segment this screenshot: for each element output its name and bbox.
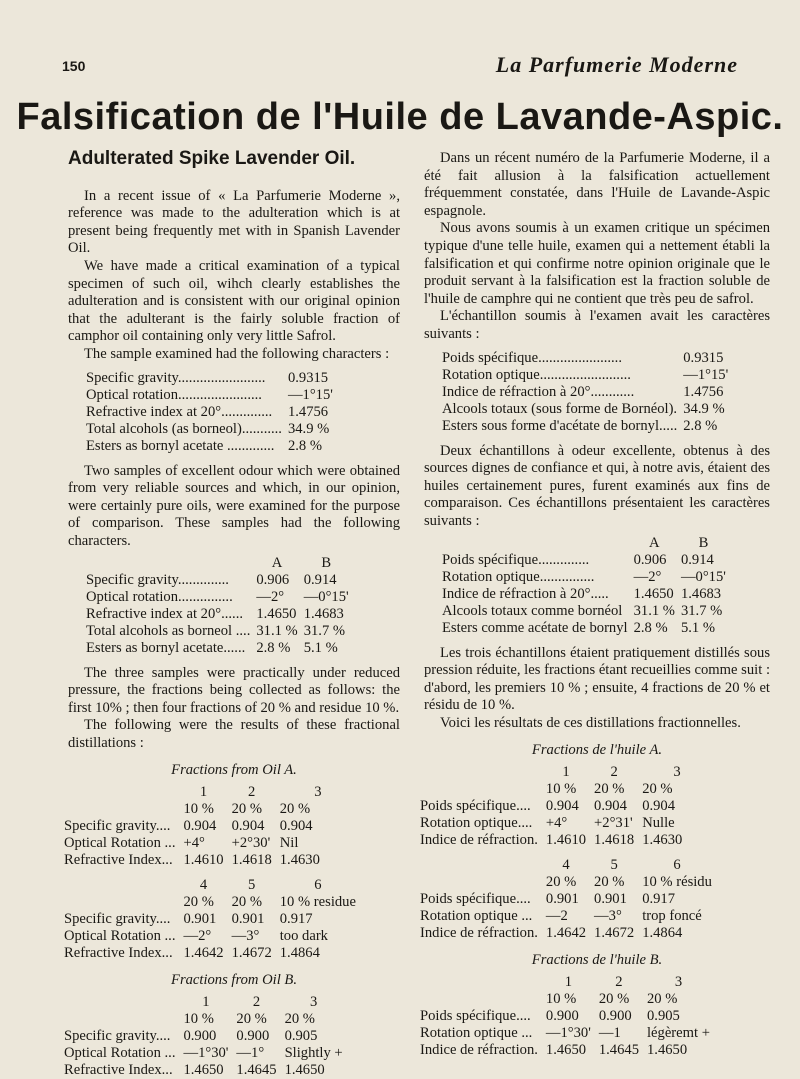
table-cell: 0.904 [183, 818, 217, 835]
table-cell: Poids spécifique.... [420, 891, 531, 908]
table-cell: —1° [236, 1044, 265, 1061]
table-cell: Specific gravity.... [64, 911, 171, 928]
column-header: 3 [674, 973, 683, 990]
english-column [64, 148, 400, 1079]
table-cell: 0.901 [231, 911, 265, 928]
table-cell: 0.901 [545, 891, 579, 908]
column-header: 2 [248, 784, 256, 801]
table-cell: 1.4610 [545, 832, 587, 849]
column-header: 1 [202, 993, 210, 1010]
table-cell: Esters as bornyl acetate...... [86, 639, 246, 656]
sample-characters-table [442, 350, 728, 435]
table-cell: 0.905 [647, 1007, 680, 1024]
table-cell: 34.9 % [683, 400, 725, 417]
table-cell: Nulle [642, 815, 675, 832]
paragraph: The following were the results of these fractional distillations : [68, 717, 400, 751]
table-cell: 5.1 % [303, 639, 338, 656]
fractions-b-title: Fractions from Oil B. [171, 972, 297, 989]
table-cell: Indice de réfraction. [420, 832, 538, 849]
paragraph: Les trois échantillons étaient pratiquement distillés sous pression réduite, les fractions étant recueillies comme suit : d'abord, les premiers 10 % ; ensuite, 4 fractions de 20 % et résidu de 10 %. [424, 644, 770, 714]
table-cell: 1.4683 [680, 585, 722, 602]
table-cell: 31.1 % [633, 602, 675, 619]
fractions-b-table [420, 974, 718, 1059]
table-cell: —2° [183, 928, 212, 945]
sample-characters-table [86, 370, 333, 455]
table-cell: —3° [231, 928, 260, 945]
table-row [420, 991, 718, 1008]
table-row [64, 945, 364, 962]
paragraph: Dans un récent numéro de la Parfumerie Moderne, il a été fait allusion à la falsification actuellement fréquemment constatée, dans l'Huile de Lavande-Aspic espagnole. [424, 150, 770, 219]
table-cell: Specific gravity.... [64, 818, 171, 835]
paragraph: Voici les résultats de ces distillations fractionnelles. [440, 714, 741, 731]
table-row [86, 421, 333, 438]
table-cell: 20 % [183, 894, 214, 911]
table-cell: Alcools totaux comme bornéol [442, 602, 623, 619]
table-cell: 2.8 % [633, 619, 668, 636]
table-cell: 1.4618 [231, 852, 272, 869]
fractions-a-title: Fractions from Oil A. [171, 762, 297, 779]
table-cell: Optical Rotation ... [64, 928, 176, 945]
table-cell: Refractive Index... [64, 852, 173, 869]
table-row [420, 781, 720, 798]
table-cell: 20 % [642, 781, 673, 798]
journal-title: La Parfumerie Moderne [495, 52, 738, 77]
table-cell: —2° [256, 588, 285, 605]
table-row [86, 438, 333, 455]
table-row [442, 418, 728, 435]
table-row [442, 603, 732, 620]
table-cell: Specific gravity.... [64, 1027, 171, 1044]
table-row [420, 874, 720, 891]
table-row [64, 877, 364, 894]
table-cell: 1.4672 [231, 945, 272, 962]
table-cell: 20 % [594, 874, 625, 891]
table-cell: Rotation optique ... [420, 908, 533, 925]
table-cell: —2° [633, 568, 662, 585]
table-cell: Specific gravity.............. [86, 571, 229, 588]
table-cell: 0.900 [545, 1007, 579, 1024]
table-cell: 1.4756 [287, 403, 329, 420]
table-row [86, 572, 355, 589]
table-cell [64, 994, 183, 1011]
table-row [64, 1062, 351, 1079]
table-cell [64, 869, 183, 877]
table-cell: Refractive index at 20°...... [86, 605, 243, 622]
table-cell [86, 555, 256, 572]
fractions-b-title: Fractions de l'huile B. [531, 952, 663, 969]
table-cell: —3° [594, 908, 622, 925]
table-row [442, 350, 728, 367]
table-cell: +4° [545, 815, 568, 832]
table-cell: —0°15' [680, 568, 726, 585]
table-cell: 31.7 % [303, 622, 346, 639]
table-cell: 1.4650 [183, 1061, 224, 1078]
table-row [86, 606, 355, 623]
table-cell [420, 974, 546, 991]
table-cell: 20 % [594, 781, 625, 798]
table-row [64, 869, 364, 877]
column-header: 1 [562, 764, 570, 781]
table-row [64, 835, 364, 852]
table-cell: —1°30' [545, 1024, 591, 1041]
table-row [420, 974, 718, 991]
table-cell: 0.904 [545, 798, 579, 815]
table-cell: 1.4645 [598, 1041, 639, 1058]
table-cell: 0.900 [236, 1027, 270, 1044]
table-cell: Poids spécifique.... [420, 798, 531, 815]
table-row [420, 1042, 718, 1059]
table-cell: 1.4650 [545, 1041, 587, 1058]
fractions-a-title: Fractions de l'huile A. [531, 742, 663, 759]
table-cell: 0.9315 [287, 369, 329, 386]
table-cell: 0.904 [642, 798, 676, 815]
table-cell: 1.4650 [633, 585, 674, 602]
table-cell: —1 [598, 1024, 621, 1041]
table-row [86, 404, 333, 421]
table-header [86, 555, 355, 572]
table-cell: Refractive Index... [64, 945, 173, 962]
table-cell: 0.917 [279, 911, 313, 928]
table-cell: légèremt + [647, 1024, 710, 1041]
table-cell: 1.4864 [642, 925, 683, 942]
table-cell: 1.4756 [683, 383, 724, 400]
paragraph: In a recent issue of « La Parfumerie Moderne », reference was made to the adulteration which is at present being frequently met with in Spanish Lavender Oil. [68, 187, 400, 257]
table-cell: 10 % [183, 801, 214, 818]
table-cell: 2.8 % [287, 437, 323, 454]
table-row [64, 1028, 351, 1045]
table-cell: Indice de réfraction à 20°..... [442, 585, 609, 602]
paragraph: The sample examined had the following characters : [84, 345, 390, 362]
table-cell: 0.906 [256, 571, 290, 588]
column-header: 4 [199, 877, 208, 894]
table-row [442, 586, 732, 603]
column-header: 3 [314, 784, 322, 801]
table-cell [64, 801, 183, 818]
column-header: 2 [252, 993, 261, 1010]
comparison-table [86, 555, 355, 657]
table-row [64, 994, 351, 1011]
table-cell: 10 % [545, 781, 577, 798]
table-cell: 0.900 [183, 1027, 217, 1044]
table-cell: 1.4630 [279, 852, 320, 869]
table-row [420, 832, 720, 849]
table-cell: —1°30' [183, 1044, 229, 1061]
table-cell: —1°15' [683, 366, 729, 383]
table-cell [64, 877, 183, 894]
table-row [86, 370, 333, 387]
table-row [86, 640, 355, 657]
paragraph: The three samples were practically under reduced pressure, the fractions being collected as follows: the first 10% ; then four fractions of 20 % and residue 10 %. [68, 664, 400, 716]
table-cell [64, 1011, 183, 1028]
table-row [64, 1011, 351, 1028]
table-row [86, 589, 355, 606]
table-cell: Esters comme acétate de bornyl [442, 619, 628, 636]
table-cell: Esters sous forme d'acétate de bornyl..... [442, 417, 678, 434]
table-row [420, 925, 720, 942]
article-title: Falsification de l'Huile de Lavande-Aspic. [16, 96, 784, 138]
table-cell [420, 991, 546, 1008]
column-header: 2 [615, 973, 623, 990]
table-cell [420, 849, 546, 857]
table-cell: 10 % residue [279, 894, 356, 911]
table-cell: Esters as bornyl acetate ............. [86, 437, 275, 454]
table-cell: Poids spécifique.............. [442, 551, 590, 568]
table-cell: Optical Rotation ... [64, 835, 176, 852]
table-row [64, 801, 364, 818]
table-cell: Slightly + [284, 1044, 343, 1061]
table-cell: 1.4864 [279, 945, 320, 962]
table-cell [420, 764, 546, 781]
comparison-table [442, 535, 732, 637]
column-header: 4 [562, 857, 570, 874]
table-cell: Indice de réfraction. [420, 1041, 538, 1058]
table-row [420, 764, 720, 781]
table-cell: Rotation optique......................... [442, 366, 631, 383]
fractions-b-table [64, 994, 351, 1079]
table-row [420, 1008, 718, 1025]
table-cell: —0°15' [303, 588, 349, 605]
fractions-a-table [420, 764, 720, 942]
column-header: 2 [610, 764, 618, 781]
table-cell: Total alcohols as borneol .... [86, 622, 251, 639]
table-cell: trop foncé [642, 908, 702, 925]
paragraph: L'échantillon soumis à l'examen avait les caractères suivants : [424, 308, 770, 342]
page-number: 150 [62, 58, 86, 74]
english-subtitle: Adulterated Spike Lavender Oil. [68, 148, 356, 169]
table-row [64, 784, 364, 801]
paragraph: We have made a critical examination of a typical specimen of such oil, wihch clearly establishes the adulteration and is consistent with our original opinion that the adulterant is the fairly soluble fraction of camphor oil containing only very little Safrol. [68, 257, 400, 345]
column-header: 1 [564, 973, 573, 990]
table-cell: 2.8 % [683, 417, 718, 434]
table-row [442, 367, 728, 384]
table-cell: 1.4650 [284, 1061, 325, 1078]
table-cell [420, 781, 546, 798]
table-row [442, 569, 732, 586]
table-cell: Rotation optique............... [442, 568, 595, 585]
table-cell: 20 % [279, 801, 311, 818]
table-cell: 0.905 [284, 1027, 318, 1044]
table-cell: 0.901 [183, 911, 217, 928]
table-cell: Refractive index at 20°.............. [86, 403, 273, 420]
table-cell: too dark [279, 928, 328, 945]
column-header: 6 [673, 857, 681, 874]
table-cell: Nil [279, 835, 299, 852]
table-row [420, 798, 720, 815]
table-cell: 1.4610 [183, 852, 224, 869]
table-cell: 0.904 [231, 818, 265, 835]
table-cell [420, 874, 546, 891]
table-cell: 0.901 [594, 891, 627, 908]
column-header: A [649, 534, 660, 551]
table-row [442, 384, 728, 401]
column-header: 3 [309, 993, 318, 1010]
table-row [86, 623, 355, 640]
table-cell: 5.1 % [680, 619, 716, 636]
column-header: 3 [673, 764, 681, 781]
table-cell: 10 % résidu [642, 874, 712, 891]
table-cell: 10 % [183, 1010, 214, 1027]
table-cell: —1°15' [287, 386, 333, 403]
table-row [442, 401, 728, 418]
table-cell: 10 % [545, 990, 577, 1007]
table-cell: Specific gravity........................ [86, 369, 266, 386]
table-cell: 0.914 [303, 571, 337, 588]
table-cell: 20 % [284, 1010, 315, 1027]
table-row [420, 891, 720, 908]
table-cell: Indice de réfraction à 20°............ [442, 383, 635, 400]
table-cell: 1.4618 [594, 832, 635, 849]
table-cell: Poids spécifique....................... [442, 349, 622, 366]
table-cell: 20 % [545, 874, 577, 891]
table-cell: 0.9315 [683, 349, 724, 366]
table-cell: 20 % [598, 990, 630, 1007]
table-cell: 20 % [647, 990, 678, 1007]
paragraph: Two samples of excellent odour which were obtained from very reliable sources and which, in our opinion, were certainly pure oils, were examined for the purpose of comparison. These samples had the following characters. [68, 462, 400, 549]
column-header: 1 [199, 784, 208, 801]
table-row [64, 911, 364, 928]
table-cell: 1.4650 [256, 605, 297, 622]
paragraph: Nous avons soumis à un examen critique un spécimen typique d'une telle huile, examen qui a nettement établi la falsification et qui confirme notre opinion originale que le produit servant à la falsification est la fraction soluble de l'huile de camphre qui ne contient que très peu de safrol. [424, 220, 770, 307]
table-cell: Optical rotation....................... [86, 386, 262, 403]
table-cell: Optical rotation............... [86, 588, 233, 605]
table-cell: 0.906 [633, 551, 667, 568]
table-cell: 1.4642 [183, 945, 224, 962]
table-cell: Total alcohols (as borneol)........... [86, 420, 282, 437]
table-cell: 20 % [236, 1010, 267, 1027]
table-cell: 31.1 % [256, 622, 298, 639]
table-cell: 20 % [231, 894, 263, 911]
paragraph: Deux échantillons à odeur excellente, obtenus à des sources dignes de confiance et qui, à notre avis, étaient des huiles certainement pures, furent examinés aux fins de comparaison. Ces échantillons présentaient les caractères suivants : [424, 442, 770, 529]
table-cell: 0.904 [279, 818, 313, 835]
table-cell: 1.4672 [594, 925, 635, 942]
table-cell: 1.4630 [642, 832, 683, 849]
table-row [64, 818, 364, 835]
table-row [420, 908, 720, 925]
table-row [442, 620, 732, 637]
table-cell [420, 857, 546, 874]
column-header: B [321, 554, 332, 571]
table-cell: +4° [183, 835, 205, 852]
french-column [420, 150, 770, 1059]
column-header: 5 [610, 857, 618, 874]
table-row [64, 1045, 351, 1062]
table-cell: Optical Rotation ... [64, 1044, 176, 1061]
table-row [420, 857, 720, 874]
table-cell: 1.4645 [236, 1061, 277, 1078]
table-cell: 0.914 [680, 551, 714, 568]
column-header: B [698, 534, 709, 551]
table-cell: 20 % [231, 801, 263, 818]
table-cell: Indice de réfraction. [420, 925, 538, 942]
table-row [64, 894, 364, 911]
table-cell: Refractive Index... [64, 1061, 173, 1078]
table-cell: Alcools totaux (sous forme de Bornéol). [442, 400, 678, 417]
column-header: A [271, 554, 283, 571]
table-cell: 0.900 [598, 1007, 632, 1024]
table-cell [64, 894, 183, 911]
table-cell [64, 784, 183, 801]
table-cell: Poids spécifique.... [420, 1007, 531, 1024]
table-cell: +2°31' [594, 815, 633, 832]
table-cell: 1.4683 [303, 605, 344, 622]
table-row [64, 928, 364, 945]
fractions-a-table [64, 784, 364, 962]
table-row [86, 387, 333, 404]
column-header: 6 [314, 877, 322, 894]
column-header: 5 [248, 877, 256, 894]
table-cell [442, 535, 634, 552]
table-cell: Rotation optique.... [420, 815, 533, 832]
table-row [420, 815, 720, 832]
table-row [420, 1025, 718, 1042]
table-row [442, 552, 732, 569]
table-cell: 31.7 % [680, 602, 723, 619]
table-cell: 34.9 % [287, 420, 330, 437]
table-row [420, 849, 720, 857]
table-row [64, 852, 364, 869]
table-cell: 0.917 [642, 891, 676, 908]
table-cell: —2 [545, 908, 568, 925]
table-cell: 1.4650 [647, 1041, 688, 1058]
table-cell: Rotation optique ... [420, 1024, 533, 1041]
table-cell: 1.4642 [545, 925, 587, 942]
table-cell: 2.8 % [256, 639, 291, 656]
table-header [442, 535, 732, 552]
table-cell: +2°30' [231, 835, 271, 852]
table-cell: 0.904 [594, 798, 627, 815]
